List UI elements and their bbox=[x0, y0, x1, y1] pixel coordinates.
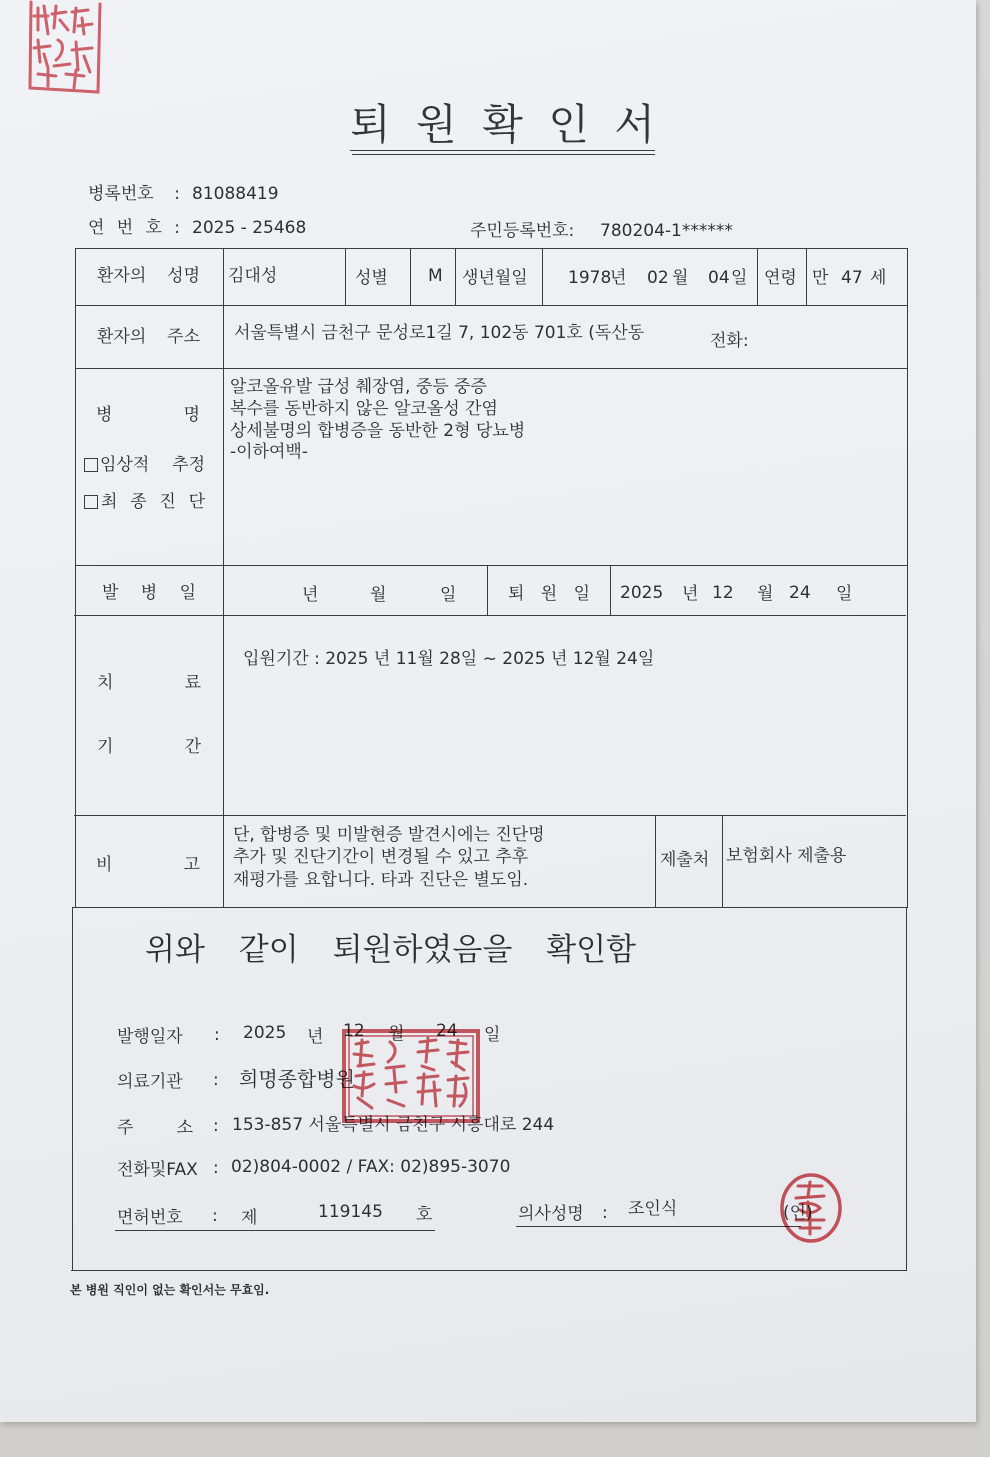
rrn-label: 주민등록번호: bbox=[470, 221, 575, 241]
remarks-line: 단, 합병증 및 미발현증 발견시에는 진단명 bbox=[233, 825, 545, 845]
sex-value: M bbox=[428, 266, 443, 286]
table-line bbox=[410, 248, 411, 305]
issue-date-label: 발행일자 bbox=[117, 1027, 183, 1047]
remarks-label: 비 고 bbox=[96, 855, 200, 875]
patient-address-label: 환자의 주소 bbox=[97, 327, 200, 347]
colon: : bbox=[214, 1025, 220, 1045]
seal-mark: (인) bbox=[783, 1203, 813, 1223]
discharge-month-unit: 월 bbox=[757, 584, 774, 604]
table-line bbox=[73, 907, 906, 908]
title-underline bbox=[350, 150, 655, 151]
table-line bbox=[542, 248, 543, 305]
submit-to-label: 제출처 bbox=[660, 850, 710, 870]
dob-day-unit: 일 bbox=[731, 268, 748, 288]
diagnosis-line: 복수를 동반하지 않은 알코올성 간염 bbox=[230, 399, 498, 419]
age-unit: 세 bbox=[870, 268, 887, 288]
table-line bbox=[74, 815, 906, 816]
table-line bbox=[487, 565, 488, 615]
doctor-name-label: 의사성명 bbox=[518, 1204, 584, 1224]
table-line bbox=[72, 907, 73, 1271]
license-label: 면허번호 bbox=[117, 1208, 183, 1228]
confirmation-statement: 위와 같이 퇴원하였음을 확인함 bbox=[145, 932, 636, 968]
onset-date-label: 발 병 일 bbox=[102, 583, 196, 603]
discharge-date-label: 퇴 원 일 bbox=[508, 584, 590, 604]
remarks-line: 재평가를 요합니다. 타과 진단은 별도임. bbox=[233, 870, 529, 890]
colon: : bbox=[213, 1116, 219, 1136]
license-suffix: 호 bbox=[416, 1205, 433, 1225]
colon: : bbox=[212, 1206, 218, 1226]
doctor-underline bbox=[516, 1226, 801, 1227]
table-line bbox=[75, 248, 908, 249]
license-number: 119145 bbox=[318, 1202, 383, 1222]
table-line bbox=[907, 248, 908, 908]
top-left-seal-stamp bbox=[26, 0, 104, 98]
age-value: 47 bbox=[841, 268, 863, 288]
serial-no: 2025 - 25468 bbox=[192, 218, 307, 238]
discharge-year-unit: 년 bbox=[682, 584, 699, 604]
patient-name-label: 환자의 성명 bbox=[97, 266, 200, 286]
onset-month-unit: 월 bbox=[370, 585, 387, 605]
hospital-address-label: 주 소 bbox=[117, 1118, 193, 1138]
patient-phone-label: 전화: bbox=[710, 331, 749, 351]
submit-to-value: 보험회사 제출용 bbox=[726, 846, 847, 866]
license-underline bbox=[115, 1230, 435, 1231]
table-line bbox=[455, 248, 456, 305]
table-line bbox=[223, 248, 224, 908]
patient-name: 김대성 bbox=[228, 266, 278, 286]
phone-fax-value: 02)804-0002 / FAX: 02)895-3070 bbox=[231, 1157, 511, 1177]
issue-month-unit: 월 bbox=[388, 1024, 405, 1044]
institution-label: 의료기관 bbox=[117, 1072, 183, 1092]
doctor-seal-stamp bbox=[778, 1172, 844, 1244]
dob-year: 1978 bbox=[568, 268, 612, 288]
issue-month: 12 bbox=[343, 1021, 365, 1041]
issue-day-unit: 일 bbox=[484, 1025, 501, 1045]
record-no: 81088419 bbox=[192, 184, 279, 204]
colon: : bbox=[213, 1070, 219, 1090]
dob-day: 04 bbox=[708, 268, 730, 288]
age-prefix: 만 bbox=[812, 268, 829, 288]
admission-period: 입원기간 : 2025 년 11월 28일 ~ 2025 년 12월 24일 bbox=[243, 649, 655, 669]
institution-name: 희명종합병원 bbox=[239, 1067, 355, 1091]
onset-year-unit: 년 bbox=[302, 585, 319, 605]
discharge-month: 12 bbox=[712, 583, 734, 603]
final-diagnosis-checkbox bbox=[84, 495, 98, 509]
clinical-estimate-checkbox bbox=[84, 458, 98, 472]
issue-day: 24 bbox=[436, 1021, 458, 1041]
document-title: 퇴 원 확 인 서 bbox=[350, 100, 655, 149]
table-line bbox=[610, 565, 611, 615]
phone-fax-label: 전화및FAX bbox=[117, 1160, 198, 1180]
table-line bbox=[906, 907, 907, 1271]
patient-address: 서울특별시 금천구 문성로1길 7, 102동 701호 (독산동 bbox=[234, 323, 645, 343]
table-line bbox=[655, 815, 656, 907]
diagnosis-line: 상세불명의 합병증을 동반한 2형 당뇨병 bbox=[230, 421, 526, 441]
title-underline-second bbox=[352, 154, 655, 155]
discharge-year: 2025 bbox=[620, 583, 664, 603]
colon: : bbox=[213, 1158, 219, 1178]
hospital-address: 153-857 서울특별시 금천구 시흥대로 244 bbox=[232, 1115, 555, 1135]
serial-label: 연 번 호 : bbox=[88, 218, 180, 238]
record-no-label: 병록번호 : bbox=[88, 184, 180, 204]
discharge-day: 24 bbox=[789, 583, 811, 603]
doctor-name: 조인식 bbox=[628, 1199, 678, 1219]
onset-day-unit: 일 bbox=[440, 585, 457, 605]
table-line bbox=[75, 565, 907, 566]
issue-year: 2025 bbox=[243, 1023, 287, 1043]
dob-month: 02 bbox=[647, 268, 669, 288]
validity-note: 본 병원 직인이 없는 확인서는 무효임. bbox=[70, 1283, 270, 1297]
table-line bbox=[806, 248, 807, 305]
final-diagnosis-label: 최 종 진 단 bbox=[101, 492, 205, 512]
issue-year-unit: 년 bbox=[307, 1027, 324, 1047]
discharge-day-unit: 일 bbox=[836, 584, 853, 604]
diagnosis-line: 알코올유발 급성 췌장염, 중등 중증 bbox=[230, 377, 487, 397]
sex-label: 성별 bbox=[355, 268, 388, 288]
table-line bbox=[722, 815, 723, 907]
table-line bbox=[71, 1270, 907, 1271]
table-line bbox=[345, 248, 346, 305]
table-line bbox=[74, 615, 906, 616]
diagnosis-line: -이하여백- bbox=[230, 442, 308, 462]
treatment-label: 치 료 bbox=[97, 673, 201, 693]
table-line bbox=[75, 368, 908, 369]
age-label: 연령 bbox=[764, 268, 797, 288]
table-line bbox=[757, 248, 758, 305]
dob-label: 생년월일 bbox=[462, 268, 528, 288]
dob-year-unit: 년 bbox=[610, 268, 627, 288]
rrn-value: 780204-1****** bbox=[600, 221, 733, 241]
clinical-estimate-label: 임상적 추정 bbox=[100, 455, 205, 475]
remarks-line: 추가 및 진단기간이 변경될 수 있고 추후 bbox=[233, 847, 529, 867]
colon: : bbox=[602, 1203, 608, 1223]
table-line bbox=[75, 248, 76, 908]
diagnosis-label: 병 명 bbox=[96, 405, 200, 425]
table-line bbox=[75, 305, 908, 306]
hospital-seal-stamp bbox=[338, 1026, 484, 1126]
license-prefix: 제 bbox=[241, 1208, 258, 1228]
dob-month-unit: 월 bbox=[672, 268, 689, 288]
period-label: 기 간 bbox=[97, 737, 201, 757]
